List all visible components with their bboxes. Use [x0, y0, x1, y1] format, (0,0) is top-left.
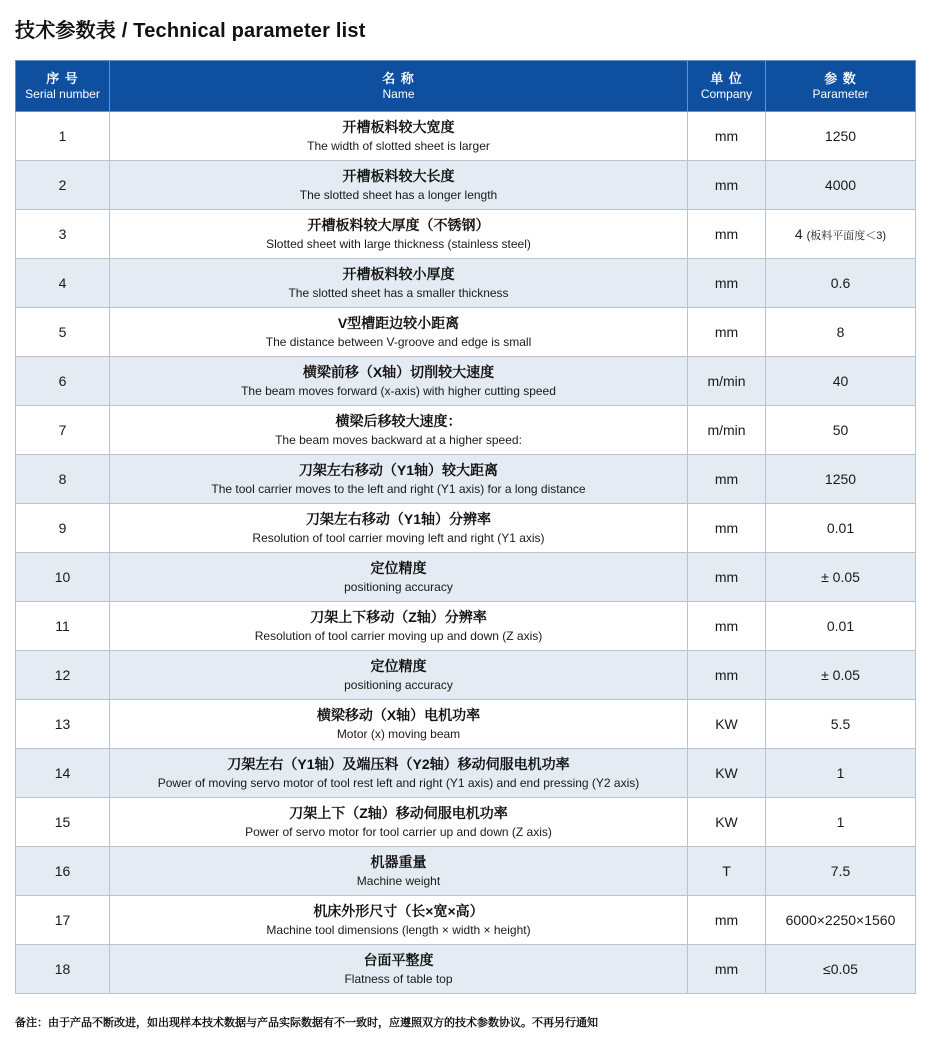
- serial-cell: 16: [16, 847, 110, 896]
- name-cell: [110, 945, 688, 994]
- table-row: [16, 749, 916, 798]
- param-value: 50: [832, 422, 849, 438]
- table-row: [16, 161, 916, 210]
- table-row: [16, 112, 916, 161]
- unit-cell: mm: [688, 651, 766, 700]
- table-row: [16, 553, 916, 602]
- table-row: [16, 945, 916, 994]
- name-zh: 刀架左右移动（Y1轴）较大距离: [298, 462, 499, 478]
- name-cell: [110, 700, 688, 749]
- name-cell: [110, 161, 688, 210]
- name-zh: 刀架上下（Z轴）移动伺服电机功率: [289, 805, 508, 821]
- name-zh: V型槽距边较小距离: [337, 315, 460, 331]
- serial-cell: 4: [16, 259, 110, 308]
- name-cell: [110, 847, 688, 896]
- name-cell: [110, 406, 688, 455]
- unit-cell: KW: [688, 798, 766, 847]
- param-value: ± 0.05: [821, 667, 860, 683]
- name-cell: [110, 602, 688, 651]
- param-cell: [766, 553, 916, 602]
- serial-cell: 11: [16, 602, 110, 651]
- header-param: [766, 61, 916, 112]
- parameter-table: [15, 60, 916, 994]
- name-en: positioning accuracy: [344, 678, 453, 692]
- param-cell: [766, 798, 916, 847]
- unit-cell: mm: [688, 945, 766, 994]
- table-body: [16, 112, 916, 994]
- name-en: The slotted sheet has a smaller thickness: [288, 286, 509, 300]
- name-zh: 开槽板料较大长度: [342, 168, 455, 184]
- name-zh: 机器重量: [370, 854, 427, 870]
- param-cell: [766, 161, 916, 210]
- unit-cell: mm: [688, 504, 766, 553]
- serial-cell: 1: [16, 112, 110, 161]
- param-cell: [766, 651, 916, 700]
- name-cell: [110, 259, 688, 308]
- name-zh: 横梁前移（X轴）切削较大速度: [302, 364, 495, 380]
- name-cell: [110, 651, 688, 700]
- param-note: (板料平面度＜3): [806, 229, 887, 242]
- name-zh: 刀架左右移动（Y1轴）分辨率: [305, 511, 492, 527]
- unit-cell: mm: [688, 112, 766, 161]
- param-cell: [766, 308, 916, 357]
- param-value: 5.5: [830, 716, 851, 732]
- serial-cell: 12: [16, 651, 110, 700]
- serial-cell: 18: [16, 945, 110, 994]
- name-zh: 定位精度: [370, 560, 427, 576]
- header-unit-en: Company: [700, 86, 753, 101]
- name-zh: 开槽板料较小厚度: [342, 266, 455, 282]
- param-value: 4: [794, 225, 803, 242]
- param-cell: [766, 700, 916, 749]
- unit-cell: mm: [688, 161, 766, 210]
- header-name-en: Name: [382, 86, 415, 101]
- table-row: [16, 651, 916, 700]
- header-name: [110, 61, 688, 112]
- name-en: The distance between V-groove and edge is small: [265, 335, 532, 349]
- name-zh: 横梁移动（X轴）电机功率: [316, 707, 481, 723]
- param-cell: [766, 259, 916, 308]
- name-en: The tool carrier moves to the left and right (Y1 axis) for a long distance: [211, 482, 586, 496]
- unit-cell: mm: [688, 259, 766, 308]
- unit-cell: m/min: [688, 357, 766, 406]
- name-en: Flatness of table top: [344, 972, 453, 986]
- table-row: [16, 308, 916, 357]
- param-value: 1: [836, 765, 845, 781]
- name-en: The beam moves backward at a higher speed:: [275, 433, 522, 447]
- name-zh: 横梁后移较大速度：: [335, 413, 462, 429]
- param-cell: [766, 896, 916, 945]
- serial-cell: 17: [16, 896, 110, 945]
- serial-cell: 2: [16, 161, 110, 210]
- footnote: 备注：由于产品不断改进，如出现样本技术数据与产品实际数据有不一致时，应遵照双方的技术参数协议。不再另行通知: [15, 1017, 598, 1029]
- unit-cell: T: [688, 847, 766, 896]
- name-en: Power of moving servo motor of tool rest left and right (Y1 axis) and end pressing (Y2 axis): [157, 776, 640, 790]
- table-row: [16, 357, 916, 406]
- serial-cell: 8: [16, 455, 110, 504]
- header-row: [16, 61, 916, 112]
- param-value: 40: [832, 373, 849, 389]
- name-zh: 开槽板料较大宽度: [342, 119, 455, 135]
- param-value: 7.5: [830, 863, 851, 879]
- serial-cell: 7: [16, 406, 110, 455]
- param-value: ± 0.05: [821, 569, 860, 585]
- name-cell: [110, 504, 688, 553]
- name-cell: [110, 210, 688, 259]
- param-value: 0.6: [830, 275, 851, 291]
- unit-cell: mm: [688, 308, 766, 357]
- serial-cell: 13: [16, 700, 110, 749]
- unit-cell: mm: [688, 210, 766, 259]
- unit-cell: KW: [688, 749, 766, 798]
- serial-cell: 10: [16, 553, 110, 602]
- page-title: 技术参数表 / Technical parameter list: [15, 20, 366, 42]
- unit-cell: mm: [688, 455, 766, 504]
- table-row: [16, 602, 916, 651]
- name-en: The width of slotted sheet is larger: [307, 139, 490, 153]
- serial-cell: 9: [16, 504, 110, 553]
- header-name-zh: 名 称: [382, 70, 415, 86]
- serial-cell: 6: [16, 357, 110, 406]
- unit-cell: mm: [688, 602, 766, 651]
- name-zh: 机床外形尺寸（长×宽×高）: [313, 903, 484, 919]
- param-value: 0.01: [826, 618, 855, 634]
- serial-cell: 14: [16, 749, 110, 798]
- table-row: [16, 455, 916, 504]
- unit-cell: mm: [688, 553, 766, 602]
- name-en: Machine weight: [356, 874, 441, 888]
- name-cell: [110, 112, 688, 161]
- name-en: Resolution of tool carrier moving up and down (Z axis): [254, 629, 543, 643]
- header-unit: [688, 61, 766, 112]
- name-en: positioning accuracy: [344, 580, 453, 594]
- name-zh: 台面平整度: [363, 952, 434, 968]
- param-cell: [766, 749, 916, 798]
- header-serial-zh: 序 号: [46, 70, 79, 86]
- name-cell: [110, 749, 688, 798]
- param-cell: [766, 602, 916, 651]
- table-row: [16, 896, 916, 945]
- name-cell: [110, 798, 688, 847]
- param-value: 1: [836, 814, 845, 830]
- param-value: 4000: [824, 177, 857, 193]
- param-value: 0.01: [826, 520, 855, 536]
- param-cell: [766, 406, 916, 455]
- name-cell: [110, 308, 688, 357]
- name-zh: 刀架左右（Y1轴）及端压料（Y2轴）移动伺服电机功率: [227, 756, 570, 772]
- param-cell: [766, 210, 916, 259]
- unit-cell: KW: [688, 700, 766, 749]
- table-row: [16, 847, 916, 896]
- table-row: [16, 406, 916, 455]
- param-value: ≤0.05: [823, 961, 858, 977]
- param-value: 1250: [824, 128, 857, 144]
- param-cell: [766, 357, 916, 406]
- header-param-en: Parameter: [812, 86, 869, 101]
- name-en: The beam moves forward (x-axis) with higher cutting speed: [241, 384, 556, 398]
- unit-cell: m/min: [688, 406, 766, 455]
- name-en: Power of servo motor for tool carrier up and down (Z axis): [245, 825, 552, 839]
- name-en: Slotted sheet with large thickness (stainless steel): [266, 237, 531, 251]
- unit-cell: mm: [688, 896, 766, 945]
- param-value: 8: [836, 324, 845, 340]
- name-zh: 开槽板料较大厚度（不锈钢）: [307, 217, 490, 233]
- param-cell: [766, 504, 916, 553]
- name-cell: [110, 455, 688, 504]
- table-row: [16, 210, 916, 259]
- header-unit-zh: 单 位: [710, 70, 743, 86]
- table-row: [16, 259, 916, 308]
- param-value: 1250: [824, 471, 857, 487]
- name-cell: [110, 896, 688, 945]
- name-en: The slotted sheet has a longer length: [299, 188, 498, 202]
- param-cell: [766, 847, 916, 896]
- table-row: [16, 504, 916, 553]
- param-cell: [766, 455, 916, 504]
- name-cell: [110, 357, 688, 406]
- serial-cell: 5: [16, 308, 110, 357]
- header-serial: [16, 61, 110, 112]
- serial-cell: 3: [16, 210, 110, 259]
- name-zh: 定位精度: [370, 658, 427, 674]
- table-row: [16, 700, 916, 749]
- name-en: Machine tool dimensions (length × width × height): [266, 923, 531, 937]
- name-en: Resolution of tool carrier moving left and right (Y1 axis): [252, 531, 545, 545]
- param-cell: [766, 112, 916, 161]
- param-cell: [766, 945, 916, 994]
- name-en: Motor (x) moving beam: [336, 727, 461, 741]
- header-param-zh: 参 数: [824, 70, 857, 86]
- name-zh: 刀架上下移动（Z轴）分辨率: [310, 609, 487, 625]
- table-row: [16, 798, 916, 847]
- name-cell: [110, 553, 688, 602]
- header-serial-en: Serial number: [25, 86, 100, 101]
- serial-cell: 15: [16, 798, 110, 847]
- param-value: 6000×2250×1560: [785, 912, 896, 928]
- table-header: [16, 61, 916, 112]
